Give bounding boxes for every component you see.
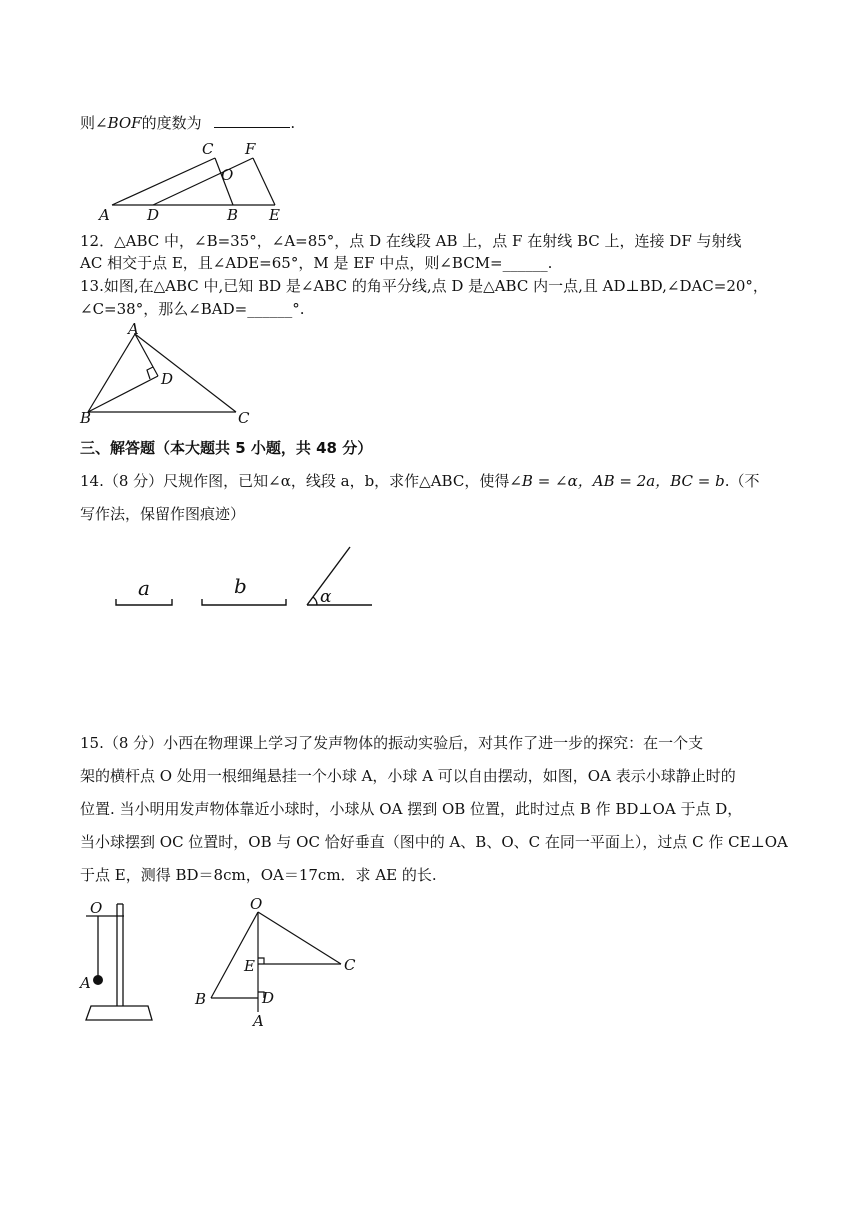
figure-q14 — [110, 543, 380, 613]
q14-text1: 14.（8 分）尺规作图，已知∠α，线段 a，b，求作△ABC，使得 — [80, 472, 510, 490]
fig14-angle-arc — [313, 597, 317, 605]
figure-q15-stand — [78, 896, 168, 1026]
fig11-line-fe — [253, 158, 275, 205]
q11-prefix: 则∠ — [80, 114, 108, 132]
q12-line1: 12．△ABC 中，∠B=35°，∠A=85°，点 D 在线段 AB 上，点 F 在射线 BC 上，连接 DF 与射线 — [80, 232, 742, 250]
fig13-right-angle-mark — [147, 367, 153, 379]
fig11-label-o: O — [221, 166, 234, 184]
fig15b-line-oc — [258, 912, 341, 964]
q11-angle: BOF — [107, 114, 142, 132]
section-3-title: 三、解答题（本大题共 5 小题，共 48 分） — [80, 439, 373, 457]
fig13-line-ac — [135, 334, 236, 412]
figure-q13 — [78, 322, 258, 426]
fig15b-line-ob — [211, 912, 258, 998]
q11-suffix: 的度数为 — [141, 114, 202, 132]
fig15b-label-o: O — [250, 895, 263, 913]
q15-line5: 于点 E，测得 BD＝8cm，OA＝17cm．求 AE 的长. — [80, 866, 437, 884]
q15-line4: 当小球摆到 OC 位置时，OB 与 OC 恰好垂直（图中的 A、B、O、C 在同一平面上），过点 C 作 CE⊥OA — [80, 833, 788, 851]
fig14-segment-b — [202, 599, 286, 605]
q12-line2: AC 相交于点 E，且∠ADE=65°，M 是 EF 中点，则∠BCM=______. — [80, 254, 553, 272]
fig15a-label-a: A — [80, 974, 91, 992]
fig14-label-b: b — [234, 574, 247, 598]
q11-tail — [80, 112, 295, 134]
fig15b-right-angle-e — [258, 958, 264, 964]
q14-line1 — [80, 470, 759, 492]
q14-text2: .（不 — [724, 472, 760, 490]
fig13-label-d: D — [161, 370, 174, 388]
fig11-label-d: D — [147, 206, 160, 224]
q14-eq3: BC = b — [670, 472, 725, 490]
q14-eq1: ∠B = ∠α， — [509, 472, 593, 490]
fig11-label-f: F — [245, 140, 256, 158]
q11-answer-blank[interactable] — [214, 127, 290, 128]
fig11-line-ac — [112, 158, 215, 205]
fig14-label-alpha: α — [320, 587, 332, 607]
fig11-label-e: E — [269, 206, 280, 224]
fig11-label-c: C — [202, 140, 214, 158]
fig15b-label-a: A — [253, 1012, 264, 1030]
figure-q15-geometry — [192, 896, 372, 1031]
fig13-label-a: A — [128, 320, 139, 338]
q13-line2: ∠C=38°，那么∠BAD=______°. — [80, 300, 305, 318]
fig15b-label-c: C — [344, 956, 356, 974]
q15-line1: 15.（8 分）小西在物理课上学习了发声物体的振动实验后，对其作了进一步的探究：在一个支 — [80, 734, 704, 752]
fig11-label-b: B — [227, 206, 239, 224]
q14-line2: 写作法，保留作图痕迹） — [80, 505, 246, 523]
figure-q11 — [95, 138, 295, 223]
q13-line1: 13.如图,在△ABC 中,已知 BD 是∠ABC 的角平分线,点 D 是△ABC 内一点,且 AD⊥BD,∠DAC=20°， — [80, 277, 768, 295]
q14-eq2: AB = 2a， — [592, 472, 671, 490]
fig15b-label-d: D — [262, 989, 275, 1007]
q15-line2: 架的横杆点 O 处用一根细绳悬挂一个小球 A，小球 A 可以自由摆动，如图，OA 表示小球静止时的 — [80, 767, 736, 785]
fig15b-label-e: E — [244, 957, 255, 975]
fig15b-label-b: B — [195, 990, 207, 1008]
fig14-label-a: a — [138, 576, 150, 600]
fig15a-label-o: O — [90, 899, 103, 917]
fig15a-ball — [93, 975, 103, 985]
fig11-line-df — [153, 158, 253, 205]
q11-end: . — [290, 114, 296, 132]
fig11-label-a: A — [99, 206, 110, 224]
fig13-label-c: C — [238, 409, 250, 427]
q15-line3: 位置. 当小明用发声物体靠近小球时，小球从 OA 摆到 OB 位置，此时过点 B 作 BD⊥OA 于点 D， — [80, 800, 743, 818]
fig15a-base — [86, 1006, 152, 1020]
fig13-label-b: B — [80, 409, 92, 427]
